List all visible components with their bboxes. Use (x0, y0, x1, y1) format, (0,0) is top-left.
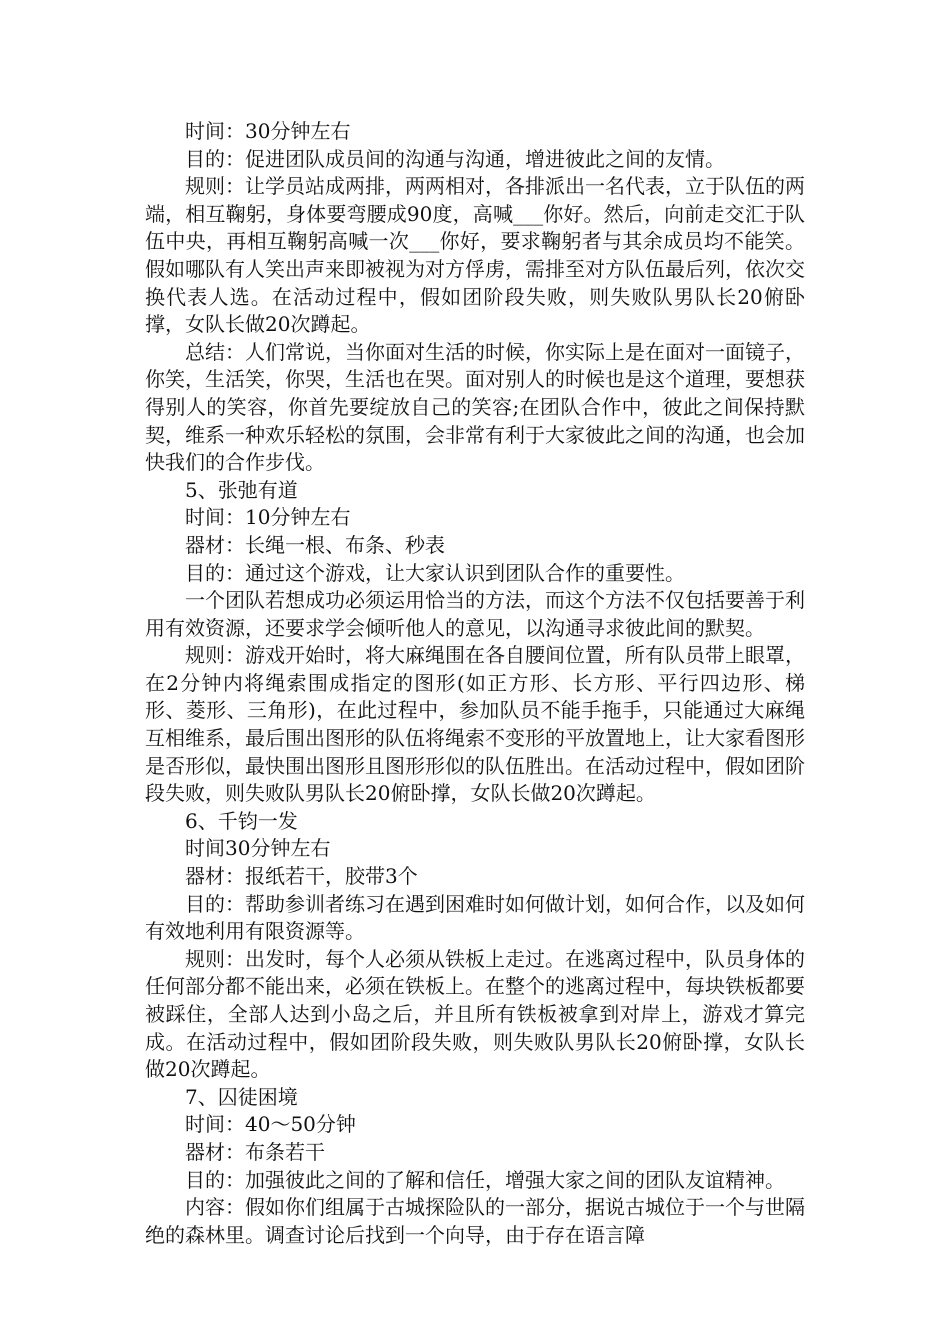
paragraph-purpose-planning: 目的：帮助参训者练习在遇到困难时如何做计划，如何合作，以及如何有效地利用有限资源等。 (145, 891, 805, 944)
paragraph-time-40-50min: 时间：40～50分钟 (185, 1112, 356, 1137)
paragraph-time-10min: 时间：10分钟左右 (185, 505, 351, 530)
paragraph-rules-iron-plate: 规则：出发时，每个人必须从铁板上走过。在逃离过程中，队员身体的任何部分都不能出来，必须在铁板上。在整个的逃离过程中，每块铁板都要被踩住，全部人达到小岛之后，并且所有铁板被拿到对岸上，游戏才算完成。在活动过程中，假如团阶段失败，则失败队男队长20俯卧撑，女队长做20次蹲起。 (145, 946, 805, 1082)
paragraph-purpose-communication: 目的：促进团队成员间的沟通与沟通，增进彼此之间的友情。 (185, 146, 725, 171)
paragraph-content-exploration: 内容：假如你们组属于古城探险队的一部分，据说古城位于一个与世隔绝的森林里。调查讨论后找到一个向导，由于存在语言障 (145, 1195, 805, 1247)
paragraph-equipment-cloth: 器材：布条若干 (185, 1139, 325, 1164)
paragraph-equipment-newspaper: 器材：报纸若干，胶带3个 (185, 864, 418, 889)
section-heading-7: 7、囚徒困境 (185, 1084, 298, 1109)
paragraph-time-30min: 时间：30分钟左右 (185, 119, 351, 143)
paragraph-time-30min-b: 时间30分钟左右 (185, 836, 331, 861)
paragraph-rules-rope: 规则：游戏开始时，将大麻绳围在各自腰间位置，所有队员带上眼罩，在2分钟内将绳索围成指定的图形(如正方形、长方形、平行四边形、梯形、菱形、三角形)，在此过程中，参加队员不能手拖手，只能通过大麻绳互相维系，最后围出图形的队伍将绳索不变形的平放置地上，让大家看图形是否形似，最快围出图形且图形形似的队伍胜出。在活动过程中，假如团阶段失败，则失败队男队长20俯卧撑，女队长做20次蹲起。 (145, 643, 805, 806)
paragraph-purpose-teamwork: 目的：通过这个游戏，让大家认识到团队合作的重要性。 (185, 560, 685, 585)
document-body (145, 118, 805, 1249)
paragraph-summary: 总结：人们常说，当你面对生活的时候，你实际上是在面对一面镜子，你笑，生活笑，你哭，生活也在哭。面对别人的时候也是这个道理，要想获得别人的笑容，你首先要绽放自己的笑容;在团队合作中，彼此之间保持默契，维系一种欢乐轻松的氛围，会非常有利于大家彼此之间的沟通，也会加快我们的合作步伐。 (145, 339, 805, 475)
paragraph-rules-bowing: 规则：让学员站成两排，两两相对，各排派出一名代表，立于队伍的两端，相互鞠躬，身体要弯腰成90度，高喊___你好。然后，向前走交汇于队伍中央，再相互鞠躬高喊一次___你好，要求鞠躬者与其余成员均不能笑。假如哪队有人笑出声来即被视为对方俘虏，需排至对方队伍最后列，依次交换代表人选。在活动过程中，假如团阶段失败，则失败队男队长20俯卧撑，女队长做20次蹲起。 (145, 174, 805, 337)
section-heading-5: 5、张弛有道 (185, 477, 298, 502)
paragraph-equipment-rope: 器材：长绳一根、布条、秒表 (185, 532, 445, 557)
paragraph-method: 一个团队若想成功必须运用恰当的方法，而这个方法不仅包括要善于利用有效资源，还要求学会倾听他人的意见，以沟通寻求彼此间的默契。 (145, 588, 805, 640)
section-heading-6: 6、千钧一发 (185, 808, 298, 833)
paragraph-purpose-trust: 目的：加强彼此之间的了解和信任，增强大家之间的团队友谊精神。 (185, 1167, 785, 1192)
